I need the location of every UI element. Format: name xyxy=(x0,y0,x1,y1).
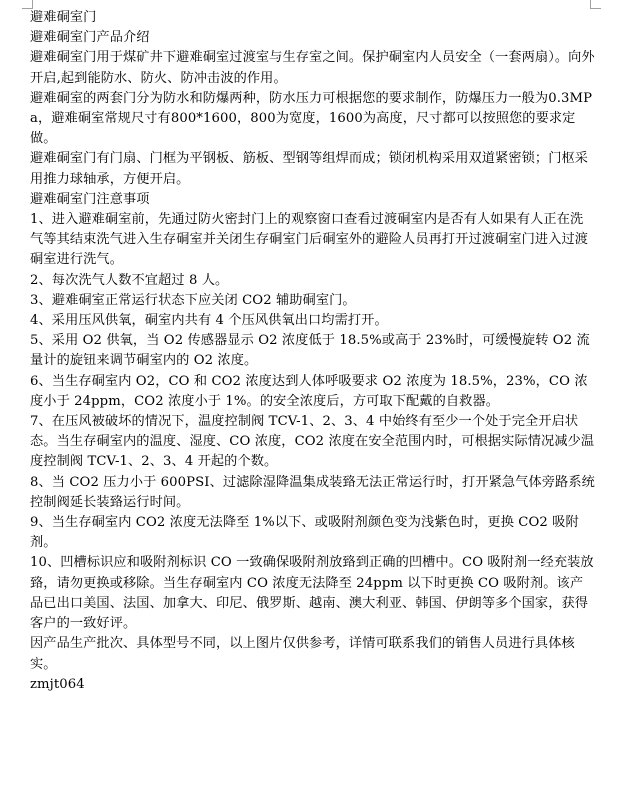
note-item-3: 3、避难硐室正常运行状态下应关闭 CO2 辅助硐室门。 xyxy=(30,292,356,308)
section-heading-intro: 避难硐室门产品介绍 xyxy=(30,30,150,46)
note-item-7: 7、在压风被破坏的情况下，温度控制阀 TCV-1、2、3、4 中始终有至少一个处于完全开启状态。当生存硐室内的温度、湿度、CO 浓度，CO2 浓度在安全范围内时，可根据实际情况减少温度控制阀 TCV-1、2、3、4 开起的个数。 xyxy=(30,414,595,470)
paragraph-specs: 避难硐室的两套门分为防水和防爆两种，防水压力可根据您的要求制作，防爆压力一般为0.3MPa，避难硐室常规尺寸有800*1600，800为宽度，1600为高度，尺寸都可以按照您的要求定做。 xyxy=(30,90,593,147)
note-item-5: 5、采用 O2 供氧，当 O2 传感器显示 O2 浓度低于 18.5%或高于 23%时，可缓慢旋转 O2 流量计的旋钮来调节硐室内的 O2 浓度。 xyxy=(30,333,590,369)
note-item-9: 9、当生存硐室内 CO2 浓度无法降至 1%以下、或吸附剂颜色变为浅紫色时，更换 CO2 吸附剂。 xyxy=(30,515,579,551)
note-item-4: 4、采用压风供氧，硐室内共有 4 个压风供氧出口均需打开。 xyxy=(30,313,388,329)
disclaimer-paragraph: 因产品生产批次、具体型号不同，以上图片仅供参考，详情可联系我们的销售人员进行具体核实。 xyxy=(30,636,575,672)
document-body xyxy=(30,8,596,695)
note-item-8: 8、当 CO2 压力小于 600PSI、过滤除湿降温集成装臵无法正常运行时，打开紧急气体旁路系统控制阀延长装臵运行时间。 xyxy=(30,474,595,510)
note-item-6: 6、当生存硐室内 O2，CO 和 CO2 浓度达到人体呼吸要求 O2 浓度为 18.5%，23%，CO 浓度小于 24ppm，CO2 浓度小于 1%。的安全浓度后，方可取下配戴的自救器。 xyxy=(30,373,588,409)
note-item-10: 10、凹槽标识应和吸附剂标识 CO 一致确保吸附剂放臵到正确的凹槽中。CO 吸附剂一经充装放臵，请勿更换或移除。当生存硐室内 CO 浓度无法降至 24ppm 以下时更换 CO 吸附剂。该产品已出口美国、法国、加拿大、印尼、俄罗斯、越南、澳大利亚、韩国、伊朗等多个国家，获得客户的一致好评。 xyxy=(30,555,594,632)
document-title: 避难硐室门 xyxy=(30,10,97,25)
note-item-2: 2、每次洗气人数不宜超过 8 人。 xyxy=(30,272,229,288)
section-heading-notes: 避难硐室门注意事项 xyxy=(30,191,150,207)
model-code: zmjt064 xyxy=(30,676,85,692)
paragraph-usage: 避难硐室门用于煤矿井下避难硐室过渡室与生存室之间。保护硐室内人员安全（一套两扇）。向外开启,起到能防水、防火、防冲击波的作用。 xyxy=(30,50,595,86)
paragraph-construction: 避难硐室门有门扇、门框为平钢板、筋板、型钢等组焊而成；锁闭机构采用双道紧密锁；门枢采用推力球轴承，方便开启。 xyxy=(30,151,589,187)
note-item-1: 1、进入避难硐室前，先通过防火密封门上的观察窗口查看过渡硐室内是否有人如果有人正在洗气等其结束洗气进入生存硐室并关闭生存硐室门后硐室外的避险人员再打开过渡硐室门进入过渡硐室进行洗气。 xyxy=(30,212,589,268)
